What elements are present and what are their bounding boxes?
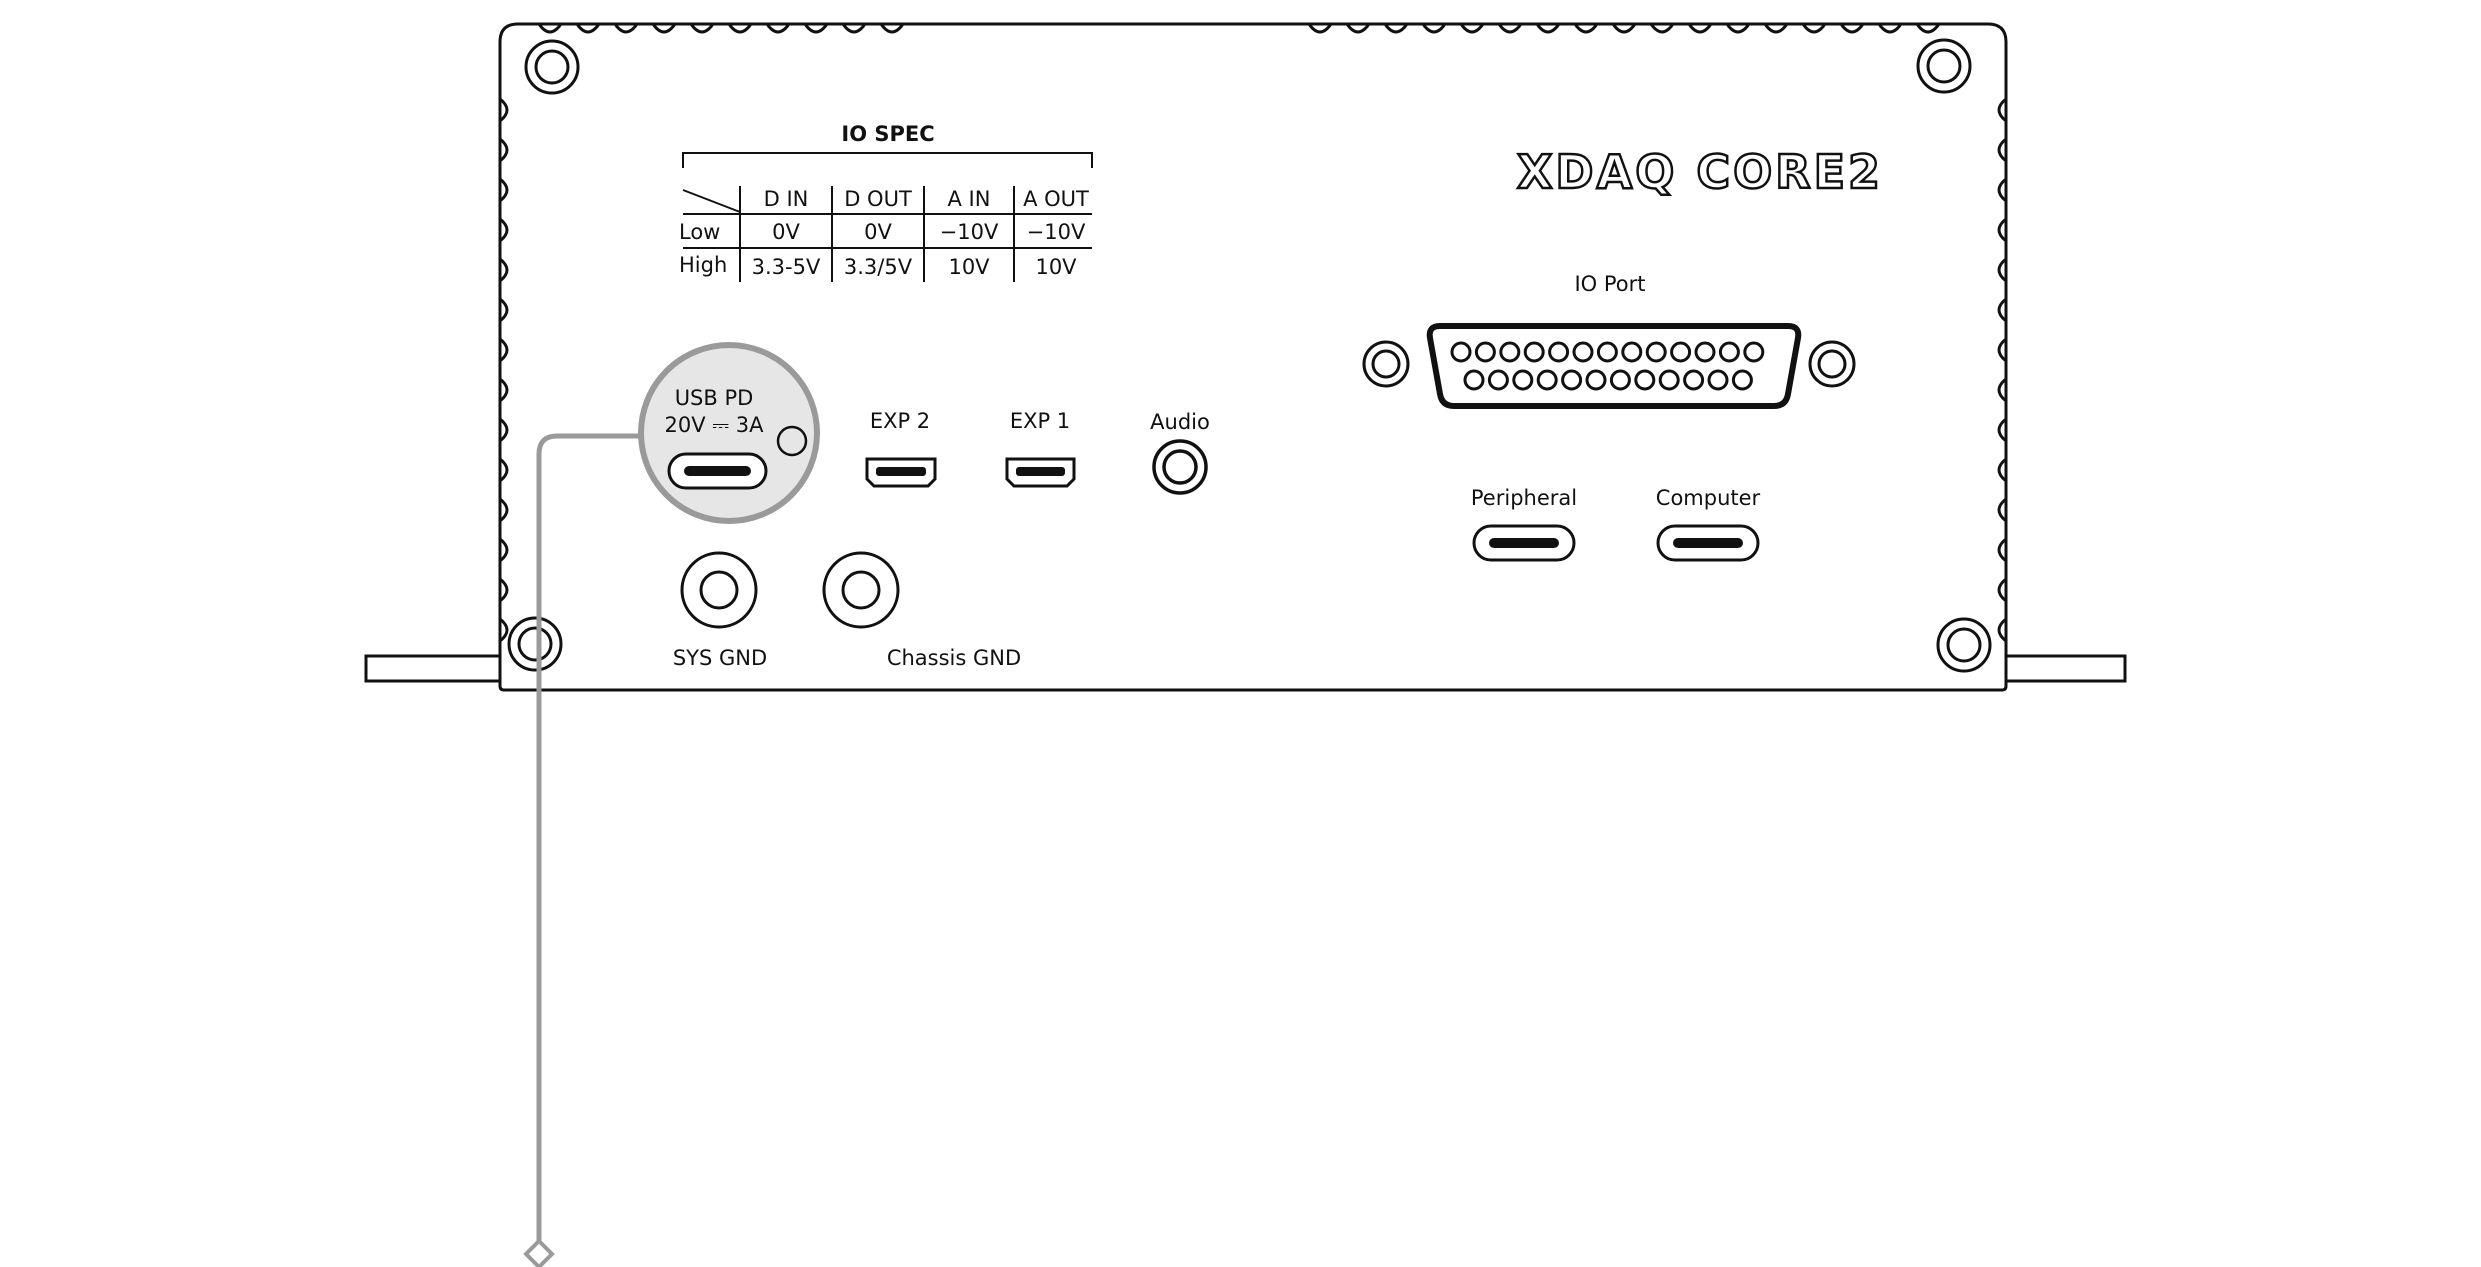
corner-screw-bottom-right bbox=[1938, 619, 1990, 671]
audio-jack[interactable] bbox=[1154, 441, 1206, 493]
db25-pin bbox=[1623, 343, 1641, 361]
io-cell: 0V bbox=[864, 220, 892, 244]
db25-pin bbox=[1587, 371, 1605, 389]
db25-pin bbox=[1598, 343, 1616, 361]
io-cell: 3.3-5V bbox=[751, 255, 821, 279]
computer-usbc-port[interactable] bbox=[1658, 526, 1758, 560]
sys-gnd-label: SYS GND bbox=[672, 646, 768, 670]
db25-pin bbox=[1733, 371, 1751, 389]
io-port-label: IO Port bbox=[1574, 272, 1646, 296]
peripheral-usbc-port[interactable] bbox=[1474, 526, 1574, 560]
db25-pin bbox=[1489, 371, 1507, 389]
brand-logo: XDAQ CORE2 bbox=[1516, 145, 1884, 199]
usb-pd-label: USB PD bbox=[674, 386, 754, 410]
exp2-label: EXP 2 bbox=[869, 409, 931, 433]
db25-pin bbox=[1745, 343, 1763, 361]
db25-pin bbox=[1452, 343, 1470, 361]
db25-pin bbox=[1685, 371, 1703, 389]
db25-pin bbox=[1660, 371, 1678, 389]
db25-pin bbox=[1696, 343, 1714, 361]
sys-gnd-terminal[interactable] bbox=[682, 553, 756, 627]
db25-pin bbox=[1647, 343, 1665, 361]
exp1-port[interactable] bbox=[1007, 459, 1074, 486]
io-cell: 10V bbox=[948, 255, 990, 279]
db25-pin bbox=[1538, 371, 1556, 389]
db25-pin bbox=[1709, 371, 1727, 389]
db25-pin bbox=[1636, 371, 1654, 389]
corner-screw-top-left bbox=[526, 41, 578, 93]
db25-pin bbox=[1611, 371, 1629, 389]
db25-pin bbox=[1563, 371, 1581, 389]
io-cell: 0V bbox=[772, 220, 800, 244]
callout-diamond-marker bbox=[526, 1241, 552, 1267]
peripheral-label: Peripheral bbox=[1470, 486, 1578, 510]
corner-screw-bottom-left bbox=[509, 618, 561, 670]
exp2-port[interactable] bbox=[867, 459, 935, 486]
io-col-header: A IN bbox=[947, 187, 991, 211]
io-spec-title: IO SPEC bbox=[841, 122, 935, 146]
corner-screw-top-right bbox=[1918, 40, 1970, 92]
right-mounting-flange bbox=[1993, 656, 2125, 681]
db25-pin bbox=[1476, 343, 1494, 361]
io-cell: −10V bbox=[1026, 220, 1086, 244]
db25-pin bbox=[1672, 343, 1690, 361]
chassis-gnd-terminal[interactable] bbox=[824, 553, 898, 627]
computer-label: Computer bbox=[1655, 486, 1761, 510]
io-row-label: High bbox=[679, 253, 728, 277]
usb-pd-highlight bbox=[641, 345, 817, 521]
db25-pin bbox=[1550, 343, 1568, 361]
io-cell: 10V bbox=[1035, 255, 1077, 279]
db25-pin bbox=[1501, 343, 1519, 361]
db25-pin bbox=[1514, 371, 1532, 389]
io-port-db25-connector[interactable] bbox=[1364, 326, 1854, 406]
io-col-header: D IN bbox=[763, 187, 809, 211]
exp1-label: EXP 1 bbox=[1009, 409, 1071, 433]
chassis-gnd-label: Chassis GND bbox=[886, 646, 1022, 670]
io-cell: 3.3/5V bbox=[843, 255, 913, 279]
audio-label: Audio bbox=[1150, 410, 1210, 434]
db25-pin bbox=[1574, 343, 1592, 361]
usb-pd-rating-label: 20V ⎓ 3A bbox=[664, 413, 764, 437]
db25-pin bbox=[1465, 371, 1483, 389]
io-col-header: A OUT bbox=[1023, 187, 1089, 211]
left-mounting-flange bbox=[366, 656, 500, 681]
io-row-label: Low bbox=[679, 220, 721, 244]
db25-pin bbox=[1525, 343, 1543, 361]
io-col-header: D OUT bbox=[844, 187, 912, 211]
db25-pin bbox=[1720, 343, 1738, 361]
io-cell: −10V bbox=[939, 220, 999, 244]
